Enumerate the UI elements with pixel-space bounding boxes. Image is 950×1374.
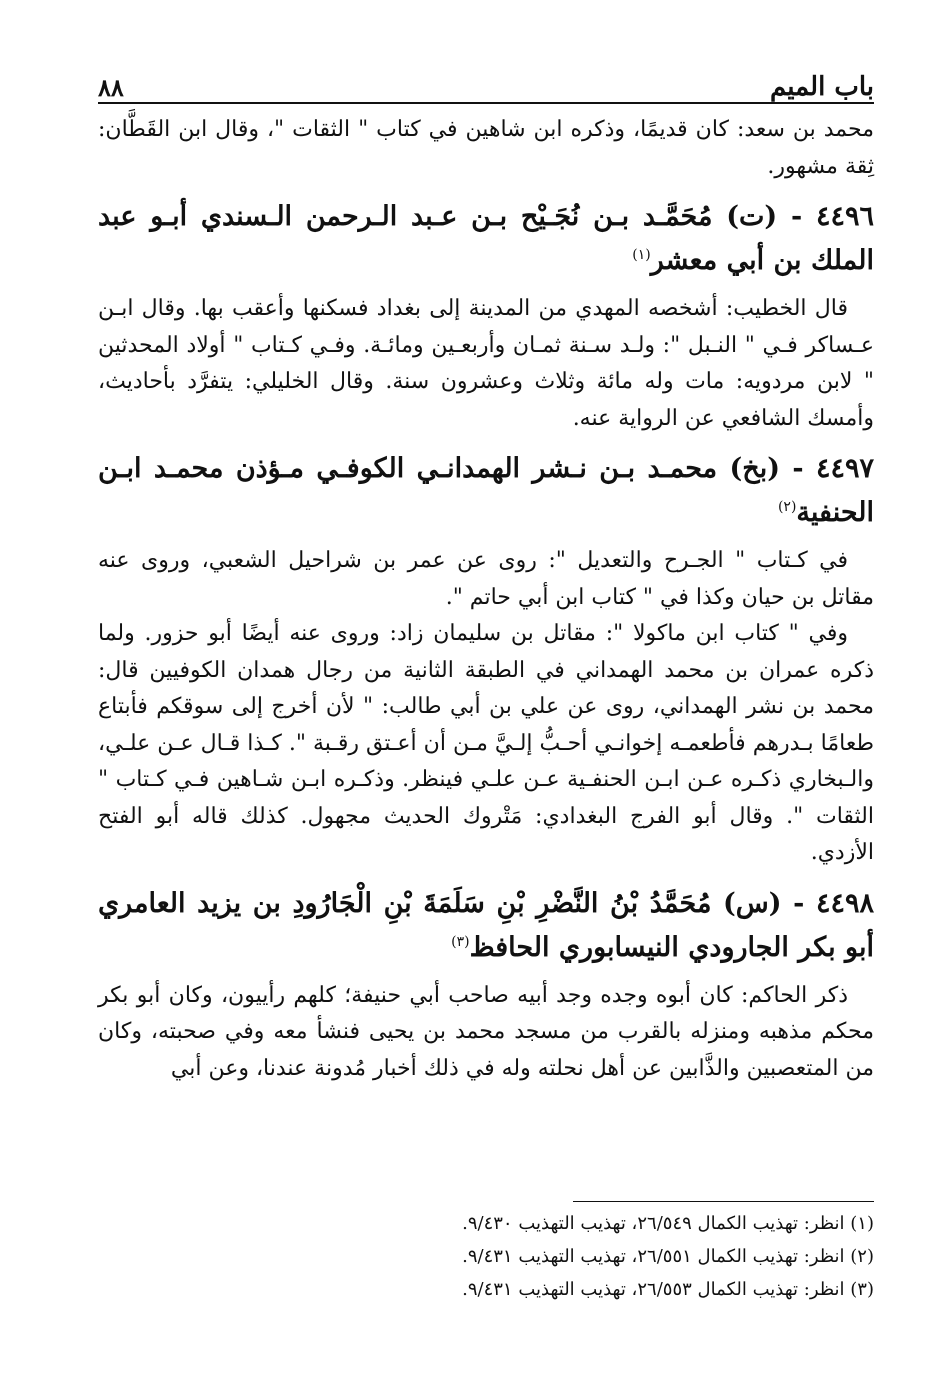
footnote-1: (١) انظر: تهذيب الكمال ٢٦/٥٤٩، تهذيب التهذيب ٩/٤٣٠. xyxy=(462,1213,874,1234)
entry-title: ٤٤٩٨ - (س) مُحَمَّدُ بْنُ النَّضْرِ بْنِ سَلَمَةَ بْنِ الْجَارُودِ بن يزيد العامري أبو بكر الجارودي النيسابوري الحافظ xyxy=(98,887,874,963)
footnote-ref[interactable]: (٣) xyxy=(451,933,470,950)
footnote-divider xyxy=(573,1201,874,1202)
paragraph: في كـتاب " الجـرح والتعديل ": روى عن عمر بن شراحيل الشعبي، وروى عنه مقاتل بن حيان وكذا في " كتاب ابن أبي حاتم ". xyxy=(98,548,874,610)
entry-heading-4498 xyxy=(98,882,874,970)
footnote-2: (٢) انظر: تهذيب الكمال ٢٦/٥٥١، تهذيب التهذيب ٩/٤٣١. xyxy=(462,1246,874,1267)
paragraph: قال الخطيب: أشخصه المهدي من المدينة إلى بغداد فسكنها وأعقب بها. وقال ابـن عـساكر فـي " النـبل ": ولـد سـنة ثمـان وأربعـين ومائـة. وفـي كـتاب " أولاد المحدثين " لابن مردويه: مات وله مائة وثلاث وعشرون سنة. وقال الخليلي: يتفرَّد بأحاديث، وأمسك الشافعي عن الرواية عنه. xyxy=(98,296,874,431)
footnote-ref[interactable]: (٢) xyxy=(777,499,797,515)
footnote-3: (٣) انظر: تهذيب الكمال ٢٦/٥٥٣، تهذيب التهذيب ٩/٤٣١. xyxy=(462,1279,874,1300)
entry-title: ٤٤٩٧ - (بخ) محمـد بـن نـشر الهمدانـي الكوفـي مـؤذن محمـد ابـن الحنفية xyxy=(98,453,874,528)
page-number: ٨٨ xyxy=(98,73,124,102)
page xyxy=(98,62,874,1087)
paragraph: وفي " كتاب ابن ماكولا ": مقاتل بن سليمان زاد: وروى عنه أيضًا أبو حزور. ولما ذكره عمران بن محمد الهمداني في الطبقة الثانية من رجال همدان الكوفيين قال: محمد بن نشر الهمداني، روى عن علي بن أبي طالب: " لأن أخرج إلى سوقكم فأبتاع طعامًا بـدرهم فأطعمـه إخوانـي أحـبُّ إلـيَّ مـن أن أعـتق رقـبة ". كـذا قـال عـن علـي، والـبخاري ذكـره عـن ابـن الحنفـية عـن علـي فينظر. وذكـره ابـن شـاهين فـي كـتاب " الثقات ". وقال أبو الفرج البغدادي: مَتْروك الحديث مجهول. كذلك قاله أبو الفتح الأزدي. xyxy=(98,621,875,865)
page-header xyxy=(98,62,874,104)
page-body xyxy=(98,112,874,1087)
entry-heading-4497 xyxy=(98,447,874,535)
footnotes xyxy=(98,1207,874,1306)
paragraph: ذكر الحاكم: كان أبوه وجده وجد أبيه صاحب أبي حنيفة؛ كلهم رأييون، وكان أبو بكر محكم مذهبه ومنزله بالقرب من مسجد محمد بن يحيى فنشأ معه وفي صحبته، وكان من المتعصبين والذَّابين عن أهل نحلته وله في ذلك أخبار مُدونة عندنا، وعن أبي xyxy=(98,982,874,1081)
footnote-ref[interactable]: (١) xyxy=(632,247,651,263)
entry-heading-4496 xyxy=(98,195,874,283)
entry-title: ٤٤٩٦ - (ت) مُحَمَّـد بـن نُجَـيْح بـن عـبد الـرحمن الـسندي أبـو عبد الملك بن أبي معشر xyxy=(98,201,874,276)
paragraph-continuation: محمد بن سعد: كان قديمًا، وذكره ابن شاهين في كتاب " الثقات "، وقال ابن القَطَّان: ثِقة مشهور. xyxy=(98,117,874,179)
chapter-title: باب الميم xyxy=(769,72,874,102)
